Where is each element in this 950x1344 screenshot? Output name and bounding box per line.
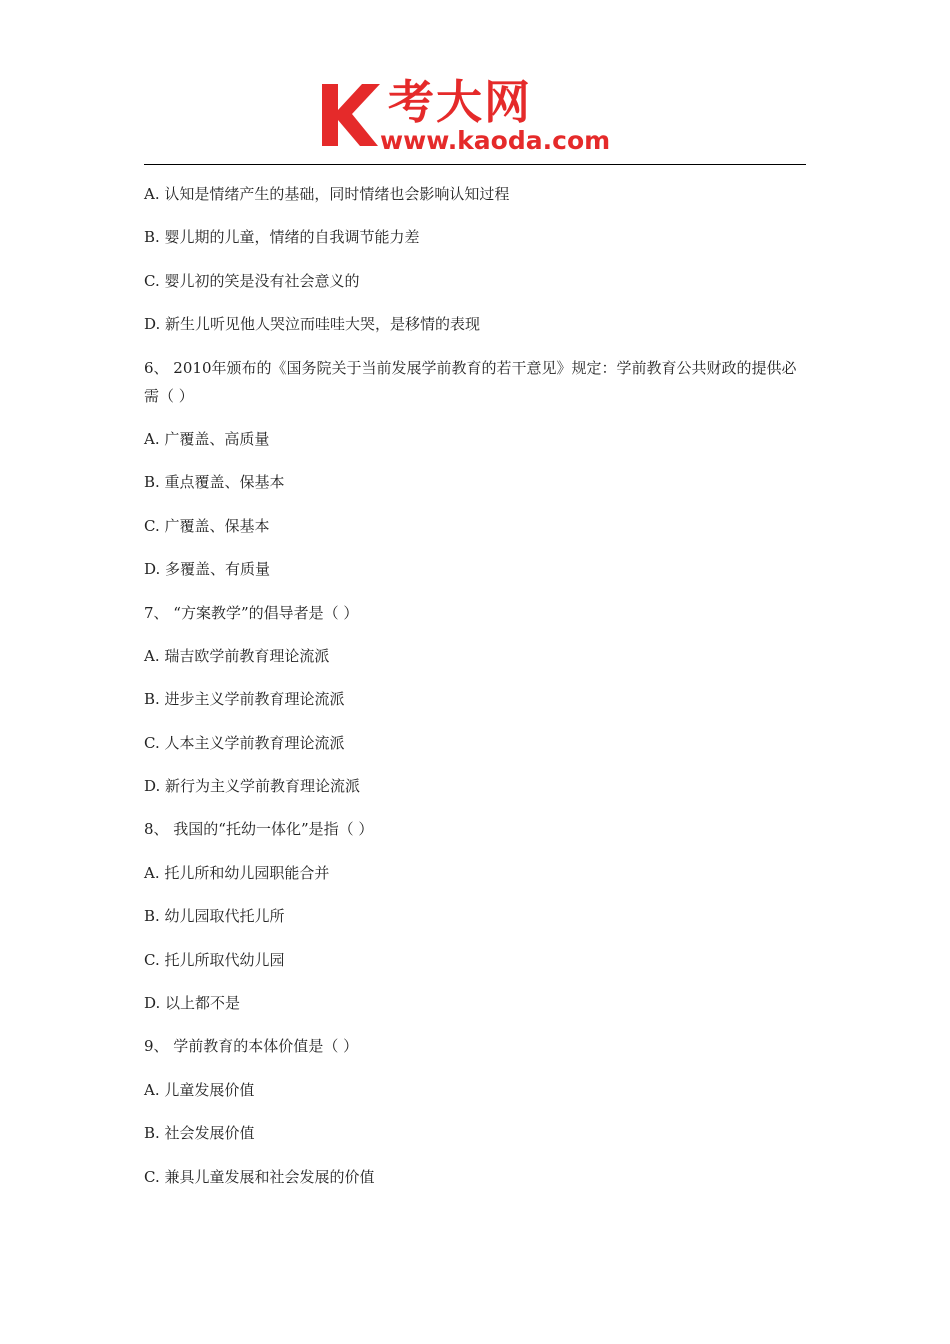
- q8-option-d: D. 以上都不是: [144, 994, 241, 1013]
- q5-option-b: B. 婴儿期的儿童，情绪的自我调节能力差: [144, 228, 420, 247]
- q9-option-c: C. 兼具儿童发展和社会发展的价值: [144, 1167, 375, 1186]
- q6-stem: 6、 2010年颁布的《国务院关于当前发展学前教育的若干意见》规定：学前教育公共财政的提供必需（ ）: [144, 358, 797, 405]
- logo-k-icon: [318, 80, 382, 150]
- q9-stem: 9、 学前教育的本体价值是（ ）: [144, 1037, 359, 1056]
- q7-option-b: B. 进步主义学前教育理论流派: [144, 690, 345, 709]
- q5-option-d: D. 新生儿听见他人哭泣而哇哇大哭，是移情的表现: [144, 315, 481, 334]
- q7-option-c: C. 人本主义学前教育理论流派: [144, 733, 345, 752]
- logo-chinese-text: 考大网: [388, 75, 532, 129]
- logo-url-text: www.kaoda.com: [380, 126, 611, 155]
- q6-option-b: B. 重点覆盖、保基本: [144, 473, 285, 492]
- q8-option-a: A. 托儿所和幼儿园职能合并: [144, 863, 330, 882]
- q7-stem: 7、 “方案教学”的倡导者是（ ）: [144, 603, 359, 622]
- q7-option-d: D. 新行为主义学前教育理论流派: [144, 777, 361, 796]
- q5-option-a: A. 认知是情绪产生的基础，同时情绪也会影响认知过程: [144, 185, 510, 203]
- q9-option-a: A. 儿童发展价值: [144, 1080, 255, 1099]
- q6-option-c: C. 广覆盖、保基本: [144, 516, 270, 535]
- q7-option-a: A. 瑞吉欧学前教育理论流派: [144, 646, 330, 665]
- q9-option-b: B. 社会发展价值: [144, 1124, 255, 1143]
- q6-option-a: A. 广覆盖、高质量: [144, 429, 270, 448]
- q8-option-b: B. 幼儿园取代托儿所: [144, 907, 285, 926]
- q8-stem: 8、 我国的“托幼一体化”是指（ ）: [144, 820, 374, 839]
- q5-option-c: C. 婴儿初的笑是没有社会意义的: [144, 271, 360, 290]
- document-body: [144, 180, 809, 1206]
- kaoda-logo: [318, 75, 638, 160]
- q8-option-c: C. 托儿所取代幼儿园: [144, 950, 285, 969]
- header-divider: [144, 164, 806, 165]
- q6-option-d: D. 多覆盖、有质量: [144, 560, 271, 579]
